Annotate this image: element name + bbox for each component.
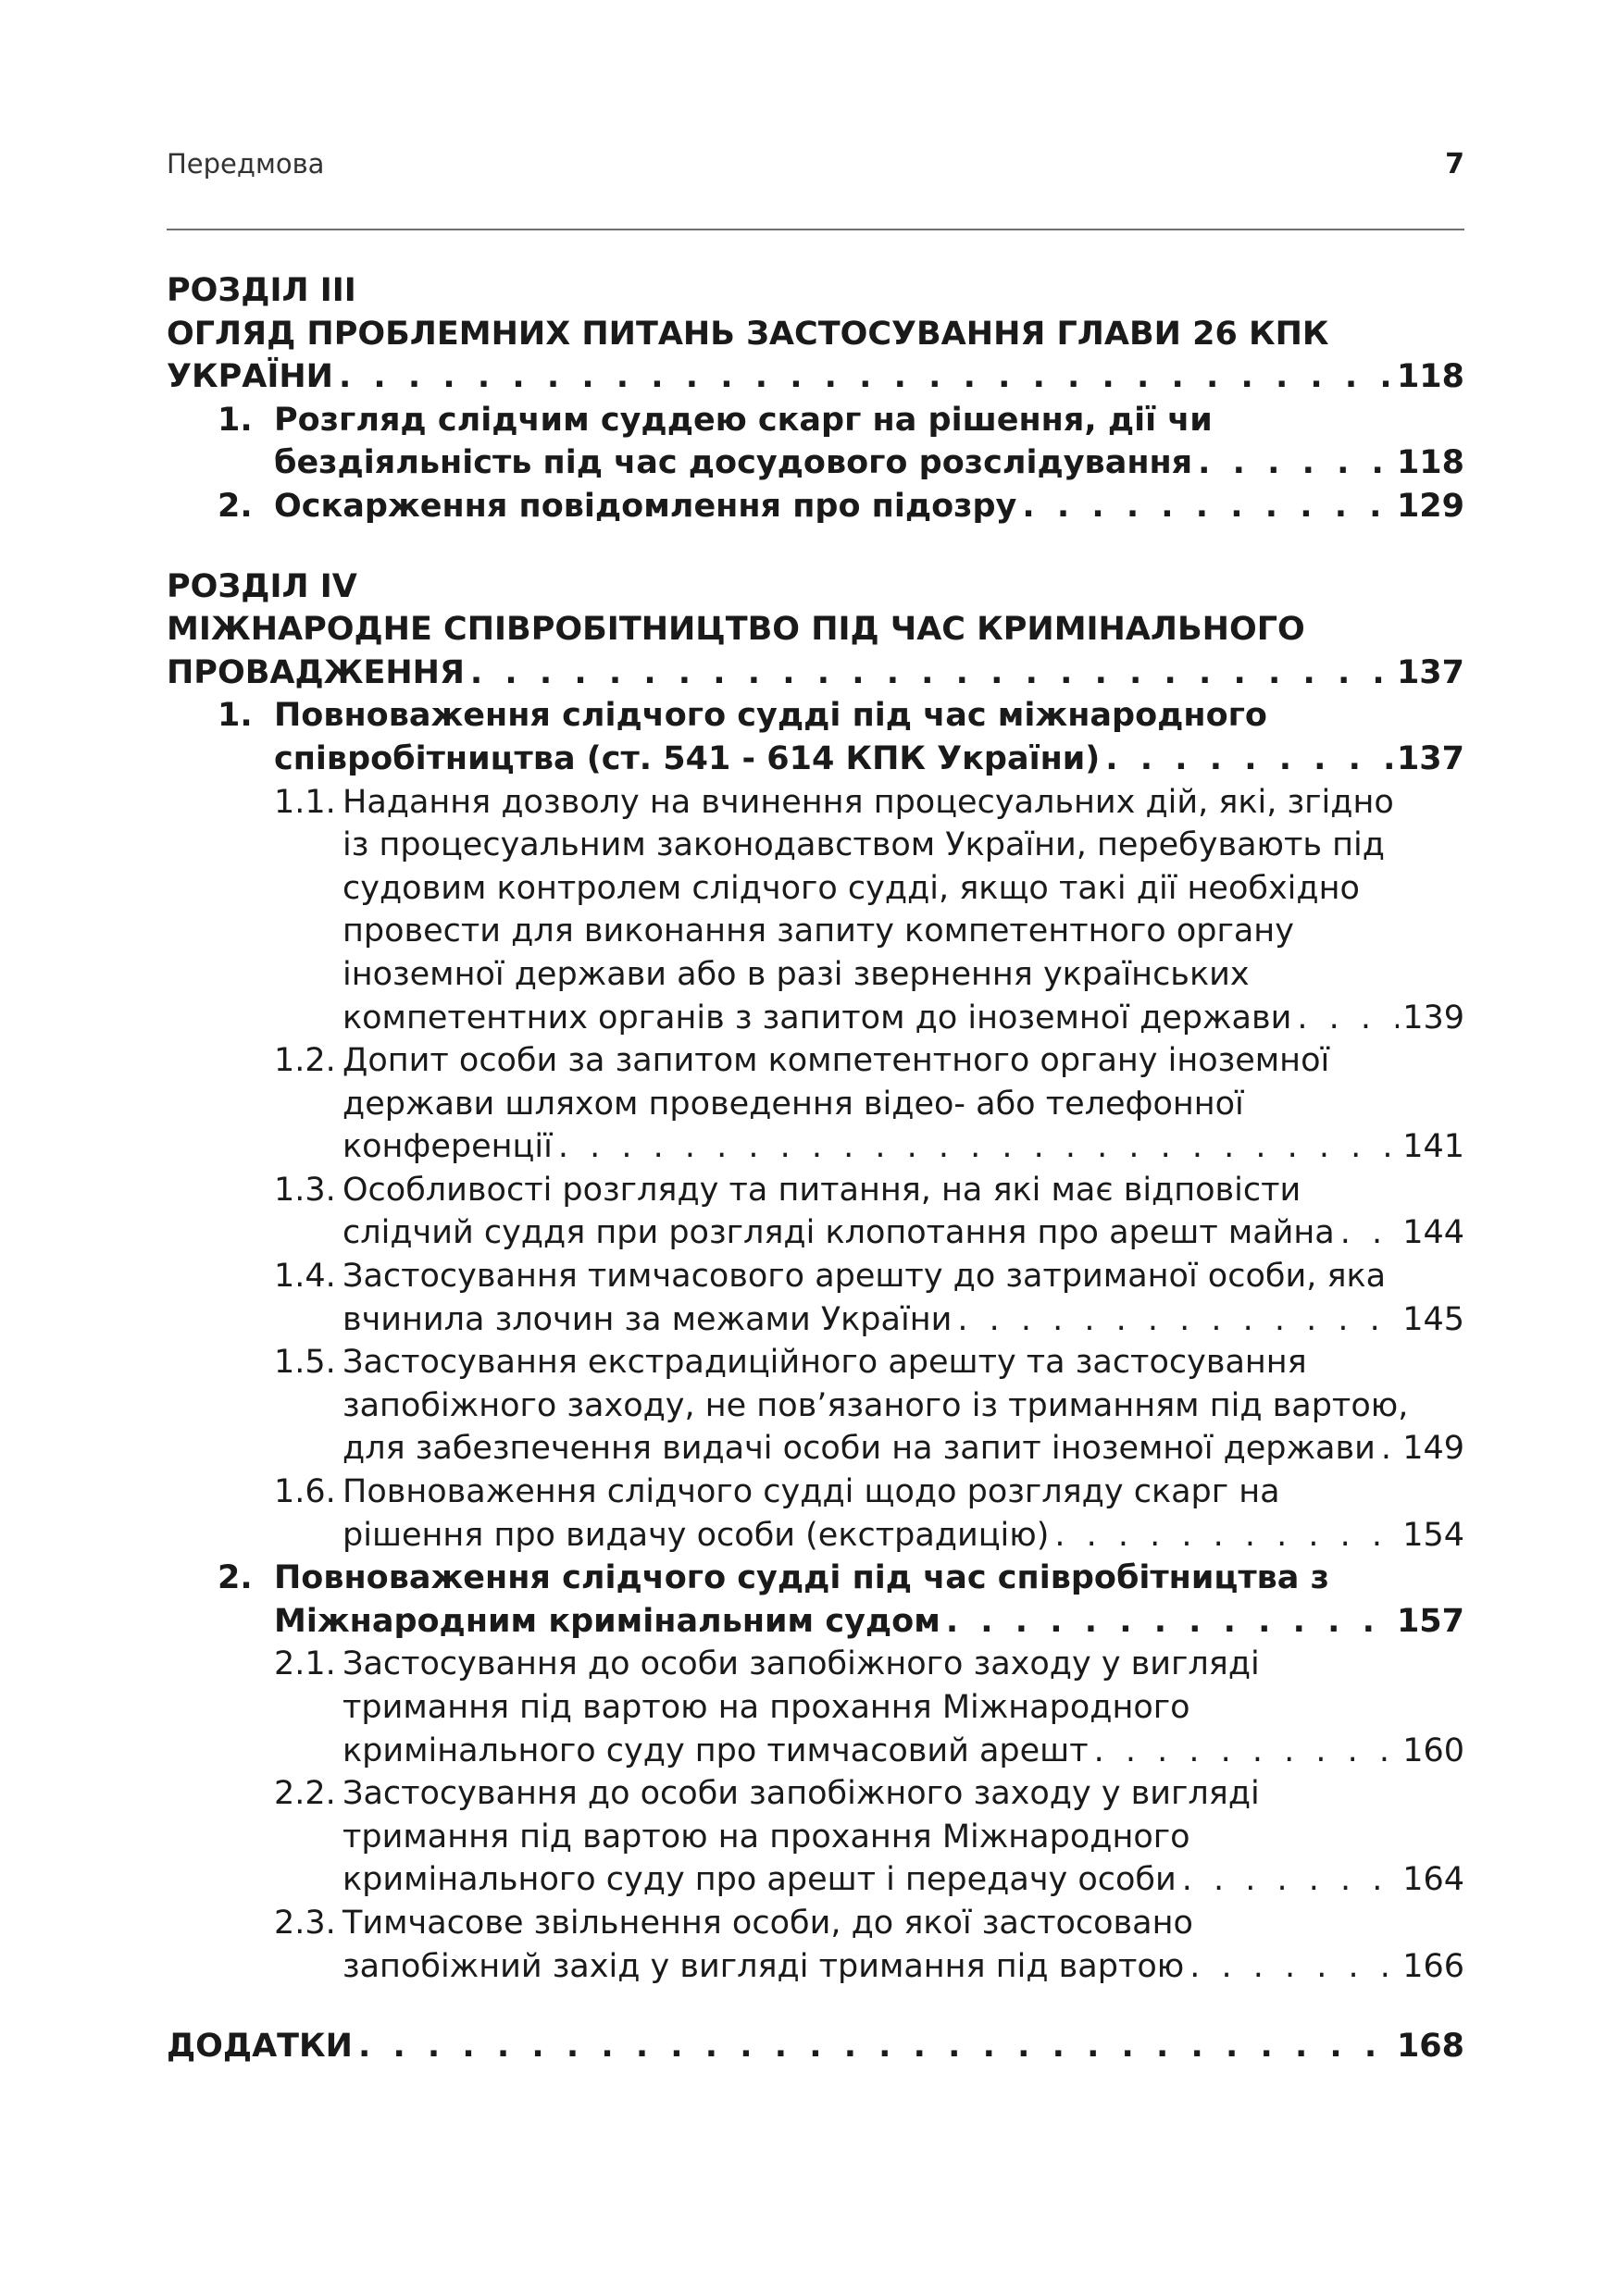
page-ref: 168 bbox=[1396, 2028, 1464, 2066]
dot-leader bbox=[558, 1125, 1399, 1169]
toc-entry-4-2[interactable] bbox=[167, 1557, 1464, 1643]
item-text-line: вчинила злочин за межами України bbox=[342, 1300, 953, 1338]
section-title-line: МІЖНАРОДНЕ СПІВРОБІТНИЦТВО ПІД ЧАС КРИМІНАЛЬНОГО bbox=[167, 611, 1305, 649]
dot-leader bbox=[1340, 1211, 1399, 1255]
section-title-line: УКРАЇНИ bbox=[167, 358, 333, 396]
subitem-number: 1.4. bbox=[274, 1258, 336, 1296]
page-ref: 129 bbox=[1396, 487, 1464, 525]
appendix-title: ДОДАТКИ bbox=[167, 2028, 353, 2066]
item-number: 2. bbox=[218, 487, 253, 525]
page-ref: 118 bbox=[1396, 444, 1464, 482]
subitem-number: 1.1. bbox=[274, 783, 336, 821]
item-text-line: компетентних органів з запитом до іноземної держави bbox=[342, 999, 1292, 1036]
toc-entry-appendix[interactable] bbox=[167, 2025, 1464, 2068]
dot-leader bbox=[470, 652, 1393, 695]
item-number: 2. bbox=[218, 1559, 253, 1597]
toc-subentry-2-3[interactable] bbox=[167, 1902, 1464, 1988]
item-text-line: Міжнародним кримінальним судом bbox=[274, 1602, 940, 1640]
item-text-line: запобіжний захід у вигляді тримання під вартою bbox=[342, 1947, 1185, 1985]
toc-subentry-1-6[interactable] bbox=[167, 1471, 1464, 1557]
section-title-line: ПРОВАДЖЕННЯ bbox=[167, 653, 465, 691]
item-text-line: судовим контролем слідчого судді, якщо такі дії необхідно bbox=[342, 869, 1360, 907]
subitem-number: 2.1. bbox=[274, 1645, 336, 1683]
page-ref: 144 bbox=[1402, 1214, 1464, 1252]
page-ref: 154 bbox=[1402, 1516, 1464, 1554]
dot-leader bbox=[1297, 997, 1399, 1040]
dot-leader bbox=[339, 355, 1393, 399]
dot-leader bbox=[1189, 1945, 1399, 1989]
page-ref: 166 bbox=[1402, 1947, 1464, 1985]
subitem-number: 1.6. bbox=[274, 1473, 336, 1511]
page-number: 7 bbox=[1445, 148, 1464, 180]
item-text-line: конференції bbox=[342, 1128, 553, 1166]
item-text-line: Повноваження слідчого судді під час міжнародного bbox=[274, 697, 1267, 735]
toc-entry-3-2[interactable] bbox=[167, 485, 1464, 528]
dot-leader bbox=[1182, 1858, 1399, 1902]
item-text-line: запобіжного заходу, не пов’язаного із триманням під вартою, bbox=[342, 1386, 1409, 1424]
toc-entry-section-4[interactable] bbox=[167, 652, 1464, 695]
item-number: 1. bbox=[218, 401, 253, 439]
item-text-line: Тимчасове звільнення особи, до якої застосовано bbox=[342, 1904, 1193, 1942]
item-text-line: співробітництва (ст. 541 - 614 КПК України) bbox=[274, 739, 1101, 777]
item-text-line: Особливості розгляду та питання, на які має відповісти bbox=[342, 1171, 1301, 1209]
item-text-line: для забезпечення видачі особи на запит іноземної держави bbox=[342, 1430, 1376, 1468]
section-heading: РОЗДІЛ IV bbox=[167, 567, 357, 605]
running-title: Передмова bbox=[167, 148, 325, 180]
item-text-line: Надання дозволу на вчинення процесуальних дій, які, згідно bbox=[342, 783, 1394, 821]
item-text-line: Застосування до особи запобіжного заходу у вигляді bbox=[342, 1775, 1260, 1813]
dot-leader bbox=[1094, 1730, 1400, 1773]
page-ref: 157 bbox=[1396, 1602, 1464, 1640]
page-ref: 149 bbox=[1402, 1430, 1464, 1468]
toc-subentry-2-2[interactable] bbox=[167, 1772, 1464, 1902]
toc-entry-4-1[interactable] bbox=[167, 694, 1464, 780]
item-text-line: Допит особи за запитом компетентного органу іноземної bbox=[342, 1042, 1330, 1080]
page-ref: 145 bbox=[1402, 1300, 1464, 1338]
dot-leader bbox=[946, 1600, 1393, 1644]
item-text-line: держави шляхом проведення відео- або телефонної bbox=[342, 1085, 1244, 1123]
toc-entry-3-1[interactable] bbox=[167, 399, 1464, 485]
item-text-line: бездіяльність під час досудового розслідування bbox=[274, 444, 1193, 482]
item-text-line: іноземної держави або в разі звернення українських bbox=[342, 955, 1250, 993]
dot-leader bbox=[1105, 738, 1393, 781]
dot-leader bbox=[358, 2025, 1393, 2068]
subitem-number: 1.2. bbox=[274, 1042, 336, 1080]
page-ref: 139 bbox=[1402, 999, 1464, 1036]
item-text-line: слідчий суддя при розгляді клопотання про арешт майна bbox=[342, 1214, 1335, 1252]
toc-subentry-1-5[interactable] bbox=[167, 1341, 1464, 1471]
section-title-line: ОГЛЯД ПРОБЛЕМНИХ ПИТАНЬ ЗАСТОСУВАННЯ ГЛАВИ 26 КПК bbox=[167, 315, 1329, 353]
subitem-number: 2.2. bbox=[274, 1775, 336, 1813]
page-header bbox=[167, 148, 1464, 185]
subitem-number: 2.3. bbox=[274, 1904, 336, 1942]
header-divider bbox=[167, 229, 1464, 230]
page-ref: 137 bbox=[1396, 653, 1464, 691]
toc-subentry-1-4[interactable] bbox=[167, 1255, 1464, 1341]
subitem-number: 1.3. bbox=[274, 1171, 336, 1209]
item-text-line: Застосування екстрадиційного арешту та застосування bbox=[342, 1344, 1307, 1382]
dot-leader bbox=[957, 1298, 1399, 1342]
toc-subentry-1-2[interactable] bbox=[167, 1039, 1464, 1169]
item-text-line: Застосування тимчасового арешту до затриманої особи, яка bbox=[342, 1258, 1387, 1296]
page-ref: 141 bbox=[1402, 1128, 1464, 1166]
toc-subentry-2-1[interactable] bbox=[167, 1643, 1464, 1772]
item-text-line: провести для виконання запиту компетентного органу bbox=[342, 912, 1294, 950]
page-ref: 118 bbox=[1396, 358, 1464, 396]
item-text-line: тримання під вартою на прохання Міжнародного bbox=[342, 1818, 1190, 1855]
item-text-line: Застосування до особи запобіжного заходу у вигляді bbox=[342, 1645, 1260, 1683]
page-ref: 160 bbox=[1402, 1731, 1464, 1769]
item-text-line: кримінального суду про арешт і передачу особи bbox=[342, 1861, 1177, 1899]
toc-entry-section-3[interactable] bbox=[167, 355, 1464, 399]
table-of-contents bbox=[167, 269, 1464, 2068]
item-text-line: із процесуальним законодавством України, перебувають під bbox=[342, 826, 1385, 864]
toc-subentry-1-1[interactable] bbox=[167, 781, 1464, 1040]
item-text-line: тримання під вартою на прохання Міжнародного bbox=[342, 1689, 1190, 1726]
item-text-line: Повноваження слідчого судді під час співробітництва з bbox=[274, 1559, 1329, 1597]
dot-leader bbox=[1054, 1514, 1399, 1558]
item-number: 1. bbox=[218, 697, 253, 735]
page-ref: 164 bbox=[1402, 1861, 1464, 1899]
item-text-line: Оскарження повідомлення про підозру bbox=[274, 487, 1017, 525]
subitem-number: 1.5. bbox=[274, 1344, 336, 1382]
dot-leader bbox=[1022, 485, 1393, 528]
dot-leader bbox=[1198, 441, 1393, 485]
item-text-line: рішення про видачу особи (екстрадицію) bbox=[342, 1516, 1050, 1554]
item-text-line: Розгляд слідчим суддею скарг на рішення, дії чи bbox=[274, 401, 1213, 439]
section-heading: РОЗДІЛ III bbox=[167, 272, 356, 309]
item-text-line: кримінального суду про тимчасовий арешт bbox=[342, 1731, 1089, 1769]
item-text-line: Повноваження слідчого судді щодо розгляду скарг на bbox=[342, 1473, 1280, 1511]
toc-subentry-1-3[interactable] bbox=[167, 1169, 1464, 1255]
page-ref: 137 bbox=[1396, 739, 1464, 777]
dot-leader bbox=[1381, 1427, 1399, 1471]
